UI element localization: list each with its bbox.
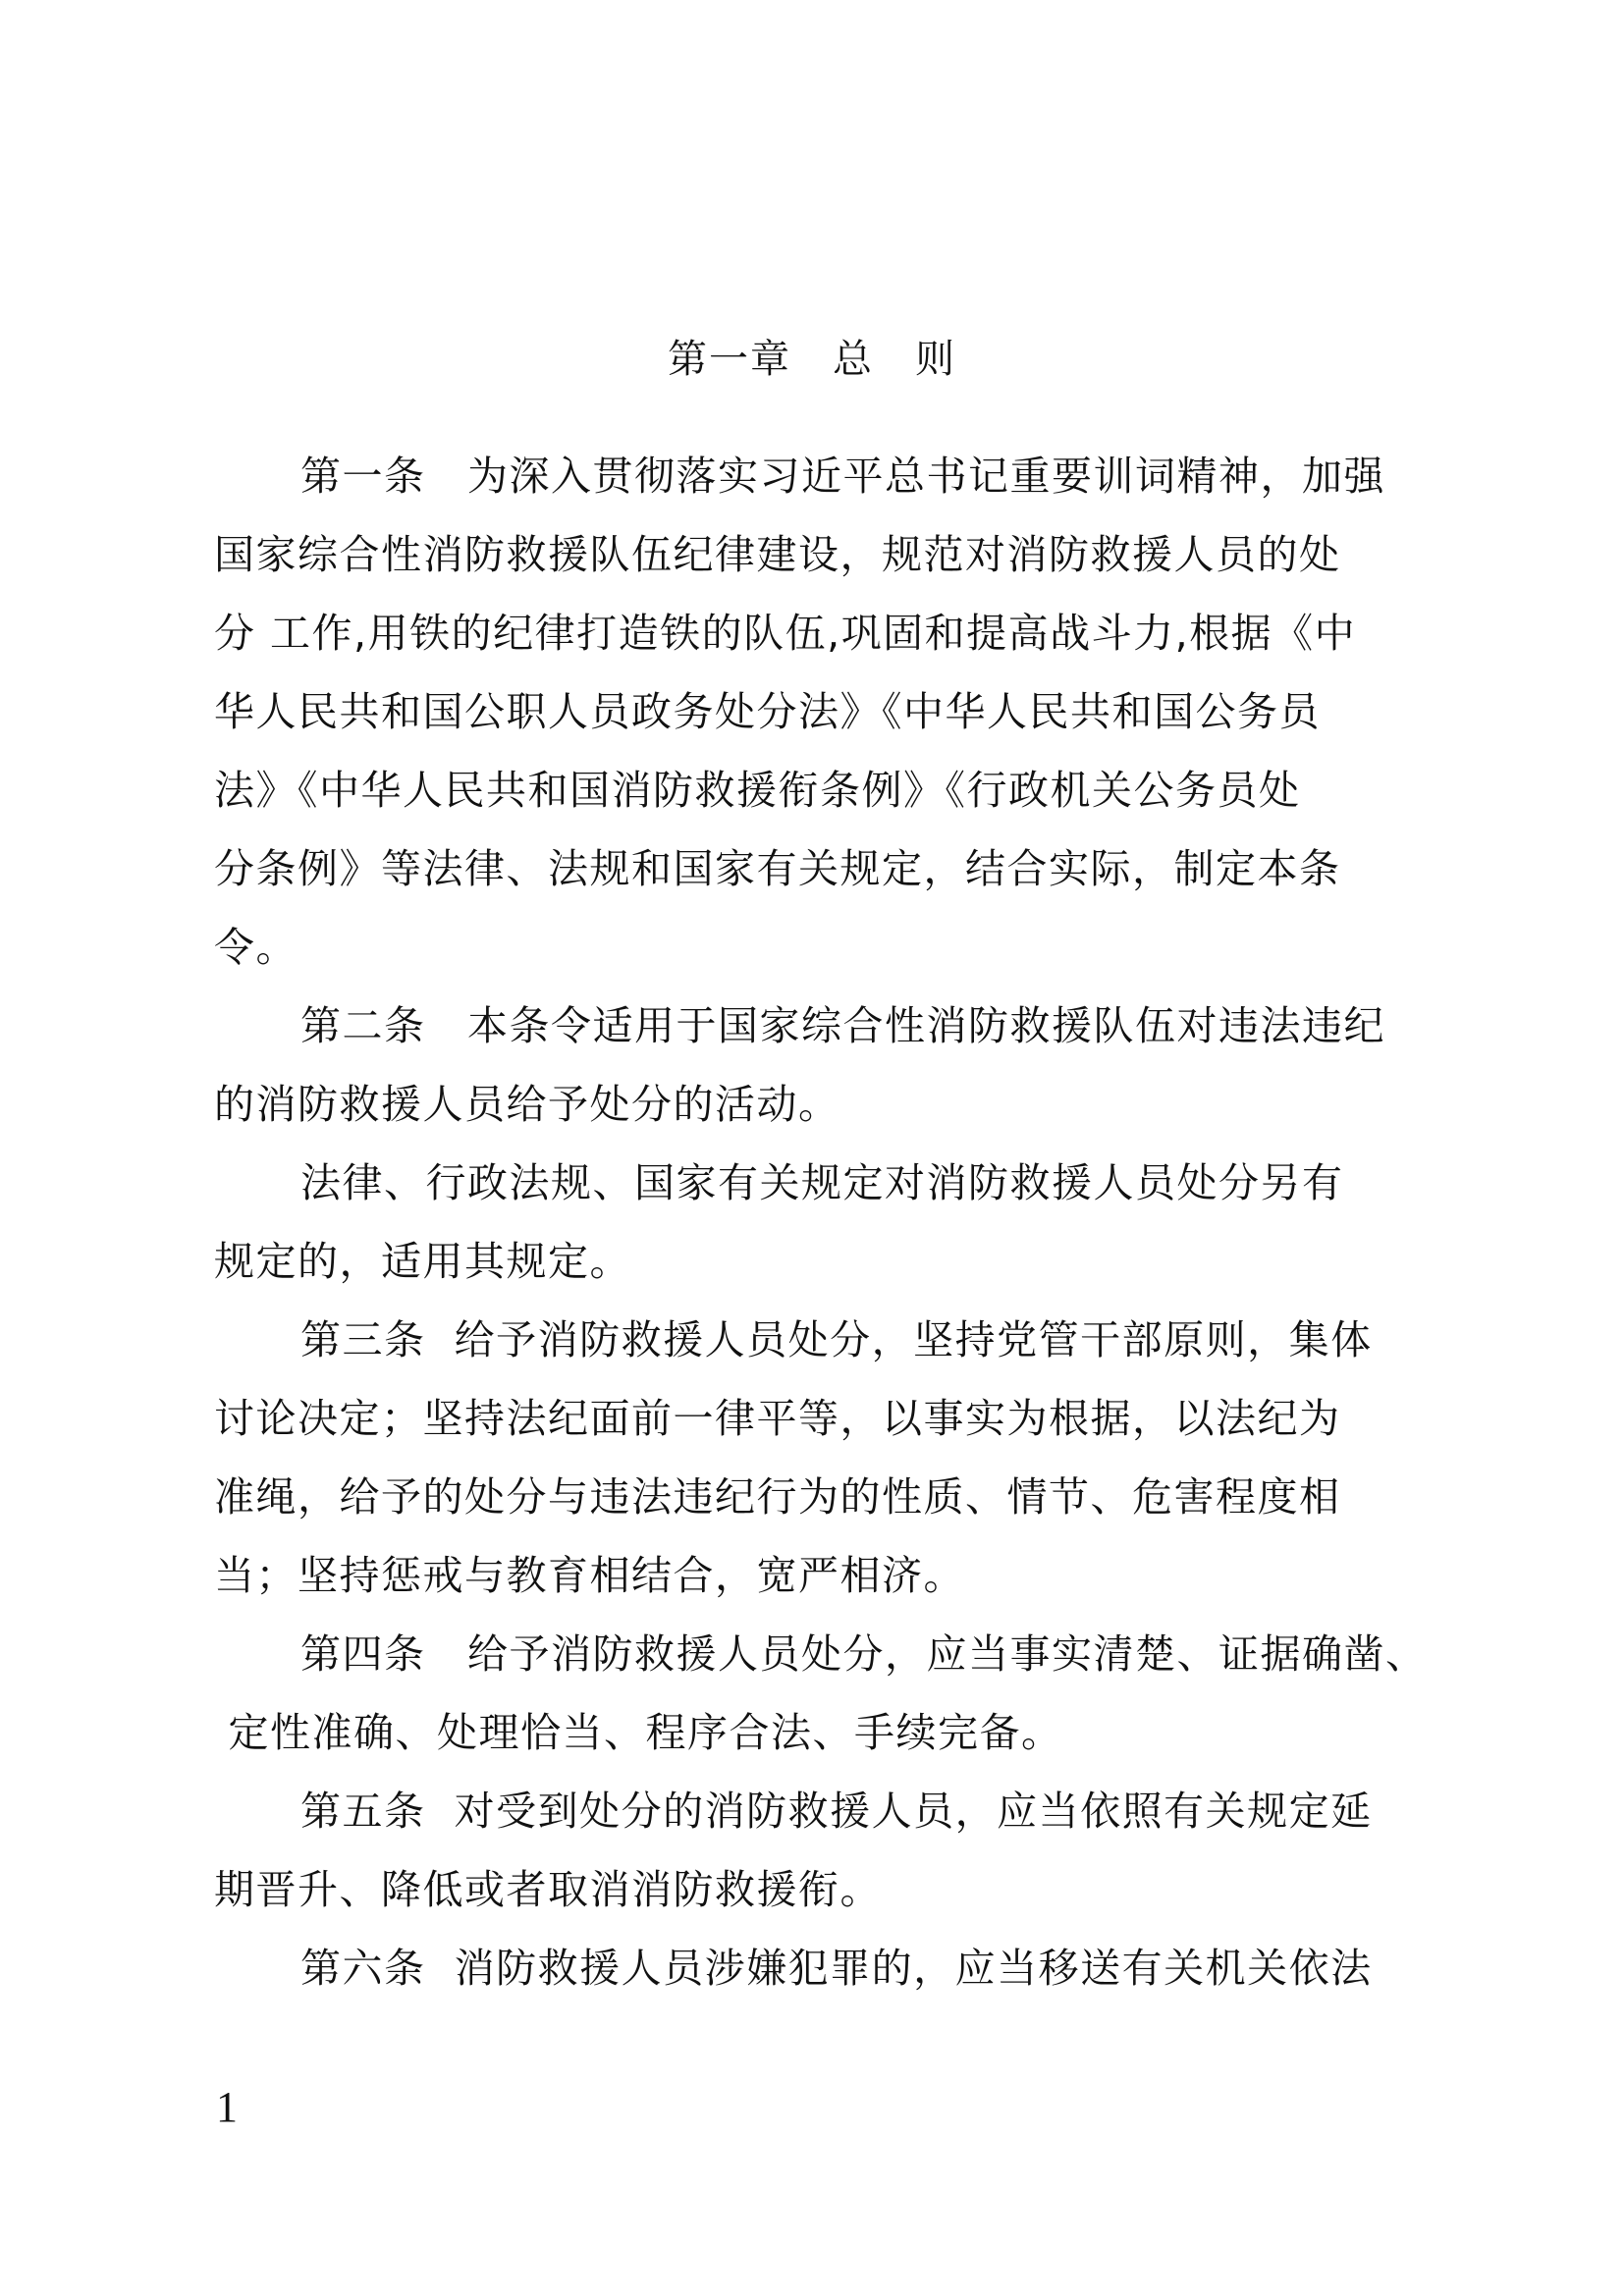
article-1-line-5: 法》《中华人民共和国消防救援衔条例》《行政机关公务员处 <box>214 767 1301 814</box>
article-1-line-3: 分 工作,用铁的纪律打造铁的队伍,巩固和提高战斗力,根据《中 <box>214 610 1357 657</box>
article-3-line-1: 第三条 给予消防救援人员处分，坚持党管干部原则，集体 <box>300 1316 1373 1363</box>
article-5-line-1: 第五条 对受到处分的消防救援人员，应当依照有关规定延 <box>300 1788 1373 1835</box>
article-2-line-1: 第二条 本条令适用于国家综合性消防救援队伍对违法违纪 <box>300 1002 1385 1049</box>
article-3-line-3: 准绳，给予的处分与违法违纪行为的性质、情节、危害程度相 <box>214 1473 1341 1521</box>
page-number: 1 <box>216 2083 238 2131</box>
chapter-title: 第一章 总 则 <box>668 337 956 382</box>
article-1-line-1: 第一条 为深入贯彻落实习近平总书记重要训词精神，加强 <box>300 453 1385 500</box>
article-2-para-2-line-1: 法律、行政法规、国家有关规定对消防救援人员处分另有 <box>300 1159 1344 1206</box>
article-3-line-4: 当；坚持惩戒与教育相结合，宽严相济。 <box>214 1552 965 1599</box>
article-1-line-6: 分条例》等法律、法规和国家有关规定，结合实际，制定本条 <box>214 845 1341 892</box>
article-1-line-4: 华人民共和国公职人员政务处分法》《中华人民共和国公务员 <box>214 688 1321 735</box>
article-6-line-1: 第六条 消防救援人员涉嫌犯罪的，应当移送有关机关依法 <box>300 1945 1373 1992</box>
article-2-para-2-line-2: 规定的，适用其规定。 <box>214 1238 631 1285</box>
article-2-line-2: 的消防救援人员给予处分的活动。 <box>214 1081 840 1128</box>
article-4-line-2: 定性准确、处理恰当、程序合法、手续完备。 <box>214 1709 1063 1756</box>
article-1-line-2: 国家综合性消防救援队伍纪律建设，规范对消防救援人员的处 <box>214 531 1341 578</box>
article-4-line-1: 第四条 给予消防救援人员处分，应当事实清楚、证据确凿、 <box>300 1630 1428 1678</box>
article-3-line-2: 讨论决定；坚持法纪面前一律平等，以事实为根据，以法纪为 <box>214 1395 1341 1442</box>
article-5-line-2: 期晋升、降低或者取消消防救援衔。 <box>214 1866 882 1913</box>
article-1-line-7: 令。 <box>214 924 298 971</box>
